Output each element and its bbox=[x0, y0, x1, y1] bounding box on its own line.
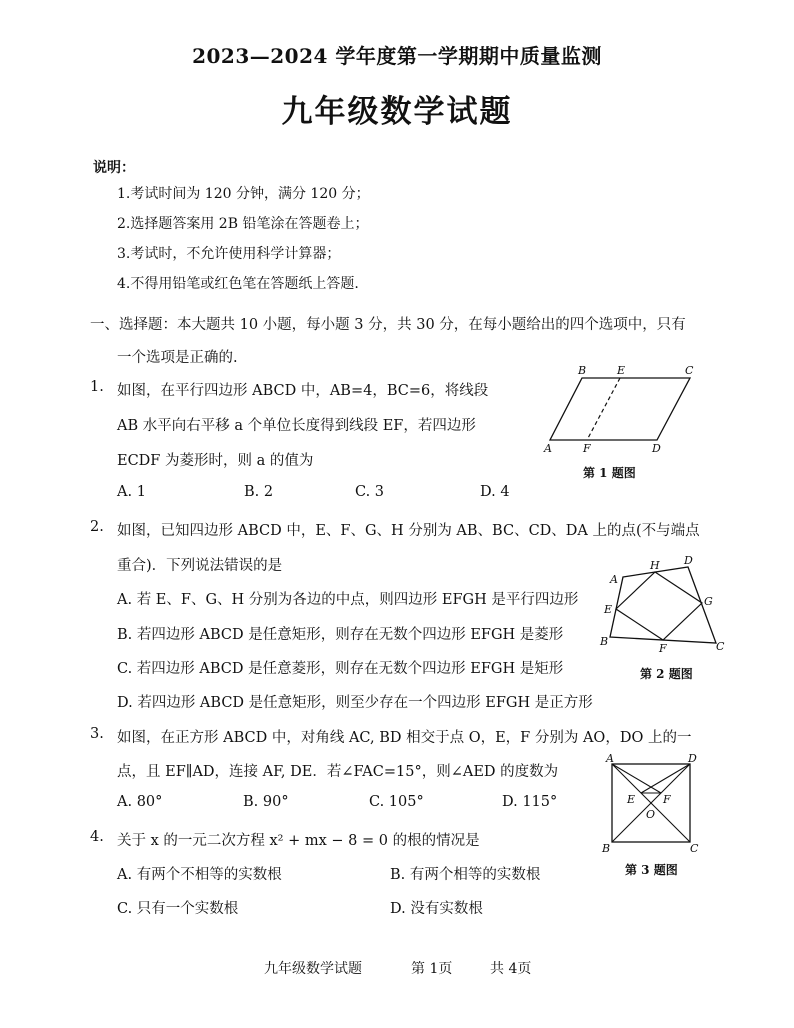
label-B: B bbox=[578, 364, 587, 377]
option-d: D. 4 bbox=[480, 484, 510, 500]
question-text: ECDF 为菱形时，则 a 的值为 bbox=[117, 453, 314, 469]
note-item: 1.考试时间为 120 分钟，满分 120 分； bbox=[117, 186, 370, 202]
question-text: 关于 x 的一元二次方程 x² + mx − 8 = 0 的根的情况是 bbox=[117, 833, 480, 849]
option-b: B. 若四边形 ABCD 是任意矩形，则存在无数个四边形 EFGH 是菱形 bbox=[117, 627, 564, 643]
label-A: A bbox=[606, 752, 614, 765]
label-D: D bbox=[684, 554, 693, 567]
figure-2-caption: 第 2 题图 bbox=[640, 667, 693, 681]
label-E: E bbox=[627, 793, 636, 806]
option-a: A. 有两个不相等的实数根 bbox=[117, 867, 282, 883]
option-d: D. 115° bbox=[502, 794, 558, 810]
label-E: E bbox=[604, 603, 613, 616]
question-number: 1. bbox=[90, 379, 104, 395]
footer-total: 共 4页 bbox=[490, 961, 532, 977]
notes-label: 说明： bbox=[93, 160, 135, 176]
option-d: D. 没有实数根 bbox=[390, 901, 483, 917]
option-b: B. 有两个相等的实数根 bbox=[390, 867, 541, 883]
label-B: B bbox=[600, 635, 609, 648]
label-A: A bbox=[544, 442, 552, 455]
option-a: A. 1 bbox=[117, 484, 146, 500]
label-G: G bbox=[704, 595, 713, 608]
section-heading: 一、选择题：本大题共 10 小题，每小题 3 分，共 30 分，在每小题给出的四个选项中，只有 bbox=[90, 317, 686, 333]
figure-2-quadrilateral bbox=[598, 553, 733, 653]
figure-3-square bbox=[598, 752, 708, 856]
option-d: D. 若四边形 ABCD 是任意矩形，则至少存在一个四边形 EFGH 是正方形 bbox=[117, 695, 593, 711]
note-item: 2.选择题答案用 2B 铅笔涂在答题卷上； bbox=[117, 216, 369, 232]
exam-title: 九年级数学试题 bbox=[281, 94, 513, 130]
question-text: 如图，在正方形 ABCD 中，对角线 AC, BD 相交于点 O，E，F 分别为 AO，DO 上的一 bbox=[117, 730, 692, 746]
question-number: 4. bbox=[90, 829, 104, 845]
label-C: C bbox=[690, 842, 699, 855]
option-a: A. 80° bbox=[117, 794, 163, 810]
option-b: B. 2 bbox=[244, 484, 274, 500]
option-b: B. 90° bbox=[243, 794, 289, 810]
note-item: 3.考试时，不允许使用科学计算器； bbox=[117, 246, 341, 262]
option-c: C. 若四边形 ABCD 是任意菱形，则存在无数个四边形 EFGH 是矩形 bbox=[117, 661, 564, 677]
option-a: A. 若 E、F、G、H 分别为各边的中点，则四边形 EFGH 是平行四边形 bbox=[117, 592, 579, 608]
label-F: F bbox=[583, 442, 591, 455]
footer-page: 第 1页 bbox=[411, 961, 453, 977]
figure-1-caption: 第 1 题图 bbox=[583, 466, 636, 480]
option-c: C. 只有一个实数根 bbox=[117, 901, 239, 917]
label-O: O bbox=[646, 808, 656, 821]
label-A: A bbox=[610, 573, 618, 586]
label-D: D bbox=[652, 442, 661, 455]
label-C: C bbox=[716, 640, 725, 653]
section-heading-cont: 一个选项是正确的. bbox=[117, 350, 238, 366]
question-text: 如图，已知四边形 ABCD 中，E、F、G、H 分别为 AB、BC、CD、DA 上的点(不与端点 bbox=[117, 523, 700, 539]
label-C: C bbox=[685, 364, 694, 377]
note-item: 4.不得用铅笔或红色笔在答题纸上答题. bbox=[117, 276, 359, 292]
label-F: F bbox=[659, 642, 667, 653]
option-c: C. 3 bbox=[355, 484, 385, 500]
question-text: 点，且 EF∥AD，连接 AF, DE．若∠FAC=15°，则∠AED 的度数为 bbox=[117, 764, 559, 780]
label-H: H bbox=[650, 559, 660, 572]
question-text: AB 水平向右平移 a 个单位长度得到线段 EF，若四边形 bbox=[117, 418, 476, 434]
question-text: 如图，在平行四边形 ABCD 中，AB=4，BC=6，将线段 bbox=[117, 383, 489, 399]
question-number: 3. bbox=[90, 726, 104, 742]
figure-3-caption: 第 3 题图 bbox=[625, 863, 678, 877]
exam-header: 2023—2024 学年度第一学期期中质量监测 bbox=[192, 44, 602, 68]
option-c: C. 105° bbox=[369, 794, 424, 810]
label-F: F bbox=[663, 793, 671, 806]
label-B: B bbox=[602, 842, 611, 855]
question-number: 2. bbox=[90, 519, 104, 535]
figure-1-parallelogram bbox=[540, 362, 710, 457]
label-E: E bbox=[617, 364, 626, 377]
question-text: 重合)．下列说法错误的是 bbox=[117, 558, 283, 574]
label-D: D bbox=[688, 752, 697, 765]
footer-subject: 九年级数学试题 bbox=[264, 961, 362, 977]
